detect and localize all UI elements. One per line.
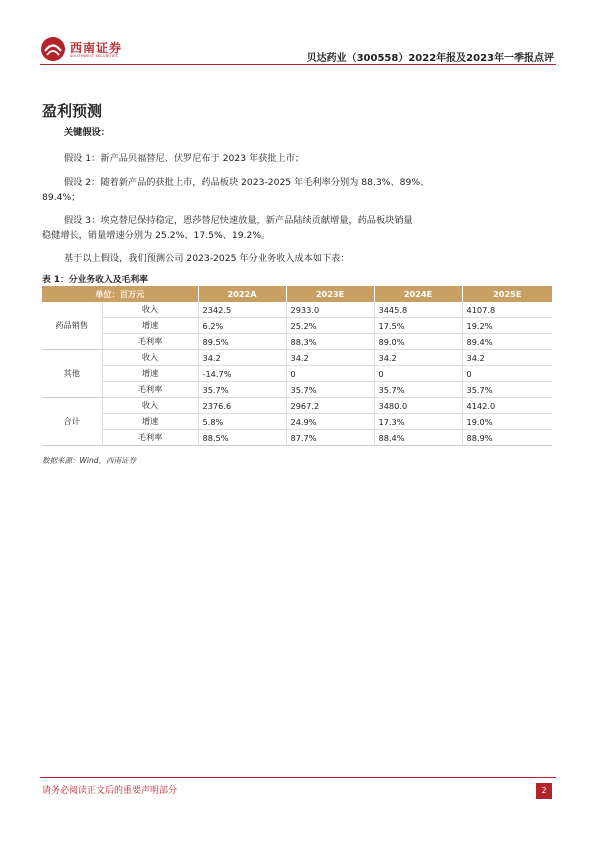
table-cell: 2376.6 (198, 398, 286, 414)
table-row (42, 382, 552, 398)
table-row (42, 350, 552, 366)
table-header-row (42, 286, 552, 302)
table-cell: 35.7% (374, 382, 462, 398)
assumption-2-line-1: 假设 2：随着新产品的获批上市，药品板块 2023-2025 年毛利率分别为 88.3%、89%、 (64, 177, 430, 188)
table-cell: 4107.8 (462, 302, 552, 318)
table-cell: 89.5% (198, 334, 286, 350)
data-source-note: 数据来源：Wind，西南证券 (42, 456, 137, 465)
metric-label: 增速 (102, 318, 198, 334)
segment-name: 药品销售 (42, 302, 102, 350)
table-cell: 88.5% (198, 430, 286, 446)
table-cell: 35.7% (198, 382, 286, 398)
unit-header: 单位：百万元 (42, 286, 198, 302)
assumption-1: 假设 1：新产品贝福替尼、伏罗尼布于 2023 年获批上市； (64, 153, 305, 164)
assumption-2-line-2: 89.4%； (42, 192, 81, 203)
table-row (42, 302, 552, 318)
table-cell: 35.7% (462, 382, 552, 398)
table-cell: 4142.0 (462, 398, 552, 414)
metric-label: 增速 (102, 414, 198, 430)
table-row (42, 366, 552, 382)
table-cell: 2967.2 (286, 398, 374, 414)
segment-name: 合计 (42, 398, 102, 446)
table-row (42, 398, 552, 414)
table-cell: 34.2 (462, 350, 552, 366)
table-cell: 19.2% (462, 318, 552, 334)
assumption-3-line-2: 稳健增长，销量增速分别为 25.2%、17.5%、19.2%。 (42, 230, 271, 241)
table-cell: 5.8% (198, 414, 286, 430)
table-cell: 19.0% (462, 414, 552, 430)
table-row (42, 334, 552, 350)
table-cell: 88.4% (374, 430, 462, 446)
table-cell: 87.7% (286, 430, 374, 446)
table-cell: 88.9% (462, 430, 552, 446)
table-row (42, 318, 552, 334)
table-cell: 24.9% (286, 414, 374, 430)
table-cell: 17.3% (374, 414, 462, 430)
metric-label: 增速 (102, 366, 198, 382)
table-cell: 34.2 (198, 350, 286, 366)
table-cell: 34.2 (286, 350, 374, 366)
table-cell: 34.2 (374, 350, 462, 366)
footer-disclaimer: 请务必阅读正文后的重要声明部分 (42, 786, 178, 796)
year-header: 2022A (198, 286, 286, 302)
year-header: 2024E (374, 286, 462, 302)
segment-forecast-table (42, 286, 552, 446)
table-cell: 25.2% (286, 318, 374, 334)
metric-label: 毛利率 (102, 430, 198, 446)
metric-label: 收入 (102, 302, 198, 318)
table-cell: 88.3% (286, 334, 374, 350)
page-number-badge: 2 (536, 783, 552, 799)
logo-emblem-icon (40, 36, 66, 62)
company-logo (40, 36, 160, 64)
report-header-title: 贝达药业（300558）2022年报及2023年一季报点评 (306, 53, 554, 64)
table-cell: 89.0% (374, 334, 462, 350)
table-cell: 0 (462, 366, 552, 382)
table-cell: 2342.5 (198, 302, 286, 318)
table-cell: 3445.8 (374, 302, 462, 318)
table-cell: 35.7% (286, 382, 374, 398)
header-divider (40, 64, 556, 65)
year-header: 2023E (286, 286, 374, 302)
key-assumptions-label: 关键假设： (64, 127, 110, 138)
logo-text: 西南证券 (70, 41, 123, 55)
table-cell: 0 (374, 366, 462, 382)
table-row (42, 414, 552, 430)
table-cell: 2933.0 (286, 302, 374, 318)
table-cell: -14.7% (198, 366, 286, 382)
logo-subtext: SOUTHWEST SECURITIES (70, 54, 118, 58)
metric-label: 毛利率 (102, 382, 198, 398)
metric-label: 收入 (102, 350, 198, 366)
metric-label: 收入 (102, 398, 198, 414)
table-cell: 89.4% (462, 334, 552, 350)
assumption-3-line-1: 假设 3：埃克替尼保持稳定，恩莎替尼快速放量，新产品陆续贡献增量，药品板块销量 (64, 215, 413, 226)
year-header: 2025E (462, 286, 552, 302)
section-title: 盈利预测 (42, 102, 103, 120)
segment-name: 其他 (42, 350, 102, 398)
table-cell: 6.2% (198, 318, 286, 334)
table-caption: 表 1：分业务收入及毛利率 (42, 275, 148, 285)
table-cell: 17.5% (374, 318, 462, 334)
metric-label: 毛利率 (102, 334, 198, 350)
table-row (42, 430, 552, 446)
footer-divider (40, 777, 556, 778)
table-cell: 3480.0 (374, 398, 462, 414)
forecast-summary: 基于以上假设，我们预测公司 2023-2025 年分业务收入成本如下表： (64, 253, 350, 264)
table-cell: 0 (286, 366, 374, 382)
